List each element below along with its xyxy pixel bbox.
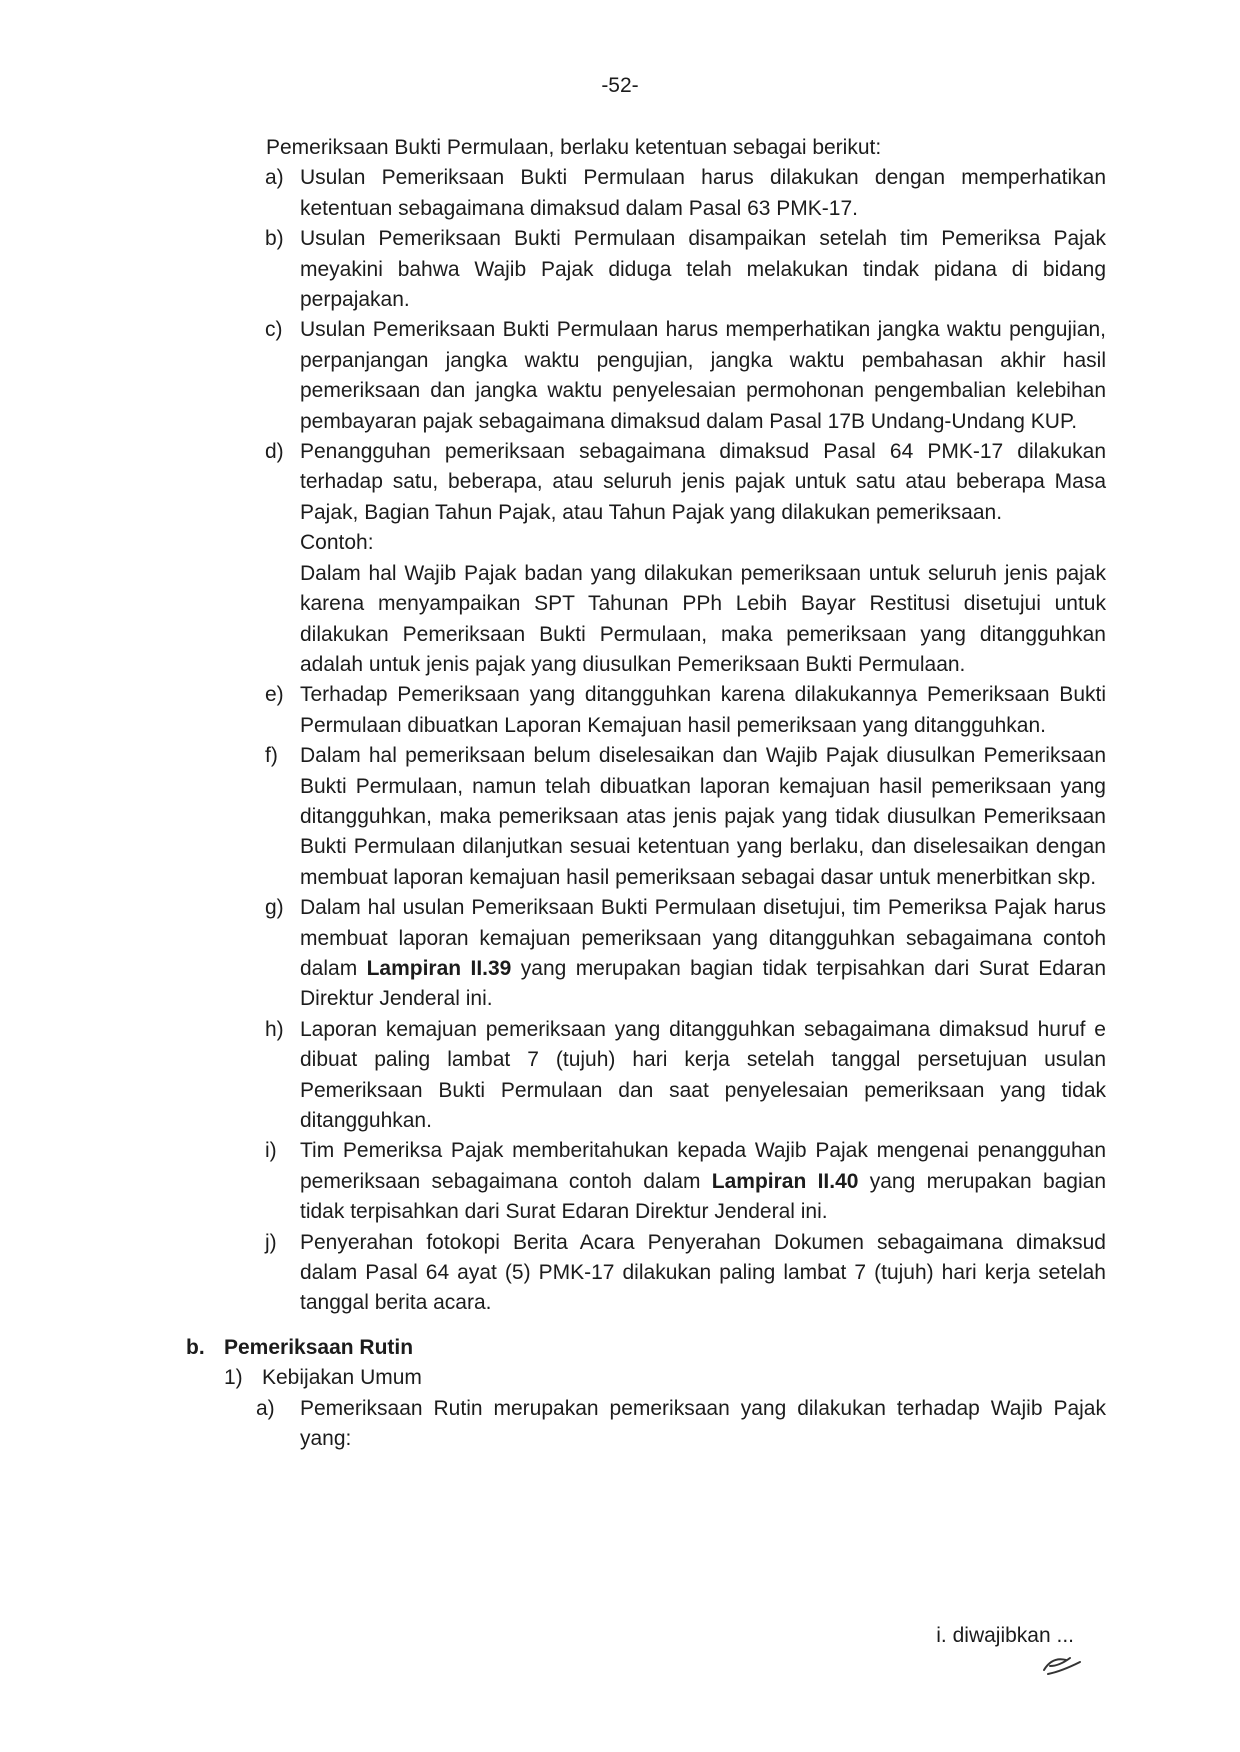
list-item-b bbox=[186, 224, 1106, 315]
list-item-text: Usulan Pemeriksaan Bukti Permulaan harus dilakukan dengan memperhatikan ketentuan sebagaimana dimaksud dalam Pasal 63 PMK-17. bbox=[300, 166, 1106, 220]
text-segment: yang merupakan bagian tidak terpisahkan dari Surat Edaran Direktur Jenderal ini. bbox=[300, 956, 1107, 1011]
section-heading-b bbox=[186, 1333, 1106, 1363]
list-item-text: Pemeriksaan Rutin merupakan pemeriksaan yang dilakukan terhadap Wajib Pajak yang: bbox=[300, 1396, 1106, 1451]
list-item-e bbox=[186, 680, 1106, 741]
list-marker: g) bbox=[265, 896, 284, 920]
handwritten-initial-icon bbox=[1040, 1652, 1084, 1678]
example-text: Dalam hal Wajib Pajak badan yang dilakukan pemeriksaan untuk seluruh jenis pajak karena menyampaikan SPT Tahunan PPh Lebih Bayar Restitusi disetujui untuk dilakukan Pemeriksaan Bukti Permulaan, maka pemeriksaan yang ditangguhkan adalah untuk jenis pajak yang diusulkan Pemeriksaan Bukti Permulaan. bbox=[300, 561, 1106, 676]
text-segment: Dalam hal usulan Pemeriksaan Bukti Permulaan disetujui, tim Pemeriksa Pajak harus membuat laporan kemajuan pemeriksaan yang ditangguhkan sebagaimana contoh dalam bbox=[300, 896, 1106, 980]
page-number: -52- bbox=[601, 74, 639, 97]
document-body bbox=[186, 133, 1106, 1454]
list-marker: f) bbox=[265, 744, 278, 768]
list-marker: c) bbox=[265, 318, 283, 342]
list-item-h bbox=[186, 1015, 1106, 1137]
list-item-text: Laporan kemajuan pemeriksaan yang ditangguhkan sebagaimana dimaksud huruf e dibuat paling lambat 7 (tujuh) hari kerja setelah tanggal persetujuan usulan Pemeriksaan Bukti Permulaan dan saat penyelesaian pemeriksaan yang tidak ditangguhkan. bbox=[300, 1017, 1106, 1132]
example-label: Contoh: bbox=[300, 531, 374, 555]
list-marker: b) bbox=[265, 227, 284, 251]
subsection-item-a bbox=[186, 1394, 1106, 1455]
section-title: Pemeriksaan Rutin bbox=[224, 1335, 414, 1359]
list-marker: i) bbox=[265, 1139, 277, 1163]
list-marker: a) bbox=[265, 166, 284, 190]
text-segment: yang merupakan bagian tidak terpisahkan dari Surat Edaran Direktur Jenderal ini. bbox=[300, 1169, 1107, 1224]
list-item-a bbox=[186, 163, 1106, 224]
list-item-i bbox=[186, 1136, 1106, 1227]
list-item-d bbox=[186, 437, 1106, 680]
list-item-text: Penangguhan pemeriksaan sebagaimana dimaksud Pasal 64 PMK-17 dilakukan terhadap satu, beberapa, atau seluruh jenis pajak untuk satu atau beberapa Masa Pajak, Bagian Tahun Pajak, atau Tahun Pajak yang dilakukan pemeriksaan. bbox=[300, 440, 1106, 524]
list-item-text: Dalam hal pemeriksaan belum diselesaikan dan Wajib Pajak diusulkan Pemeriksaan Bukti Permulaan, namun telah dibuatkan laporan kemajuan hasil pemeriksaan yang ditangguhkan, maka pemeriksaan atas jenis pajak yang tidak diusulkan Pemeriksaan Bukti Permulaan dilanjutkan sesuai ketentuan yang berlaku, dan diselesaikan dengan membuat laporan kemajuan hasil pemeriksaan sebagai dasar untuk menerbitkan skp. bbox=[300, 744, 1106, 889]
intro-paragraph: Pemeriksaan Bukti Permulaan, berlaku ketentuan sebagai berikut: bbox=[266, 136, 882, 159]
appendix-reference: Lampiran II.39 bbox=[366, 956, 512, 980]
list-item-g bbox=[186, 893, 1106, 1015]
list-item-f bbox=[186, 741, 1106, 893]
list-marker: e) bbox=[265, 683, 284, 707]
list-item-c bbox=[186, 315, 1106, 437]
list-marker: j) bbox=[265, 1230, 277, 1254]
subsection-1 bbox=[186, 1363, 1106, 1393]
appendix-reference: Lampiran II.40 bbox=[711, 1169, 859, 1193]
text-segment: Tim Pemeriksa Pajak memberitahukan kepada Wajib Pajak mengenai penangguhan pemeriksaan sebagaimana contoh dalam bbox=[300, 1139, 1106, 1193]
section-marker: b. bbox=[186, 1335, 205, 1359]
list-item-text: Penyerahan fotokopi Berita Acara Penyerahan Dokumen sebagaimana dimaksud dalam Pasal 64 ayat (5) PMK-17 dilakukan paling lambat 7 (tujuh) hari kerja setelah tanggal berita acara. bbox=[300, 1230, 1106, 1315]
list-item-j bbox=[186, 1228, 1106, 1319]
list-item-text: Terhadap Pemeriksaan yang ditangguhkan karena dilakukannya Pemeriksaan Bukti Permulaan dibuatkan Laporan Kemajuan hasil pemeriksaan yang ditangguhkan. bbox=[300, 683, 1106, 737]
continuation-reference: i. diwajibkan ... bbox=[936, 1624, 1074, 1647]
list-marker: d) bbox=[265, 440, 284, 464]
list-marker: h) bbox=[265, 1017, 284, 1041]
list-marker: a) bbox=[256, 1396, 275, 1420]
list-item-text: Usulan Pemeriksaan Bukti Permulaan disampaikan setelah tim Pemeriksa Pajak meyakini bahwa Wajib Pajak diduga telah melakukan tindak pidana di bidang perpajakan. bbox=[300, 227, 1106, 312]
subsection-marker: 1) bbox=[224, 1366, 243, 1390]
list-item-text bbox=[300, 893, 1106, 1015]
list-item-text: Usulan Pemeriksaan Bukti Permulaan harus memperhatikan jangka waktu pengujian, perpanjangan jangka waktu pengujian, jangka waktu pembahasan akhir hasil pemeriksaan dan jangka waktu penyelesaian permohonan pengembalian kelebihan pembayaran pajak sebagaimana dimaksud dalam Pasal 17B Undang-Undang KUP. bbox=[300, 318, 1106, 433]
list-item-text bbox=[300, 1136, 1106, 1227]
subsection-title: Kebijakan Umum bbox=[262, 1366, 422, 1390]
